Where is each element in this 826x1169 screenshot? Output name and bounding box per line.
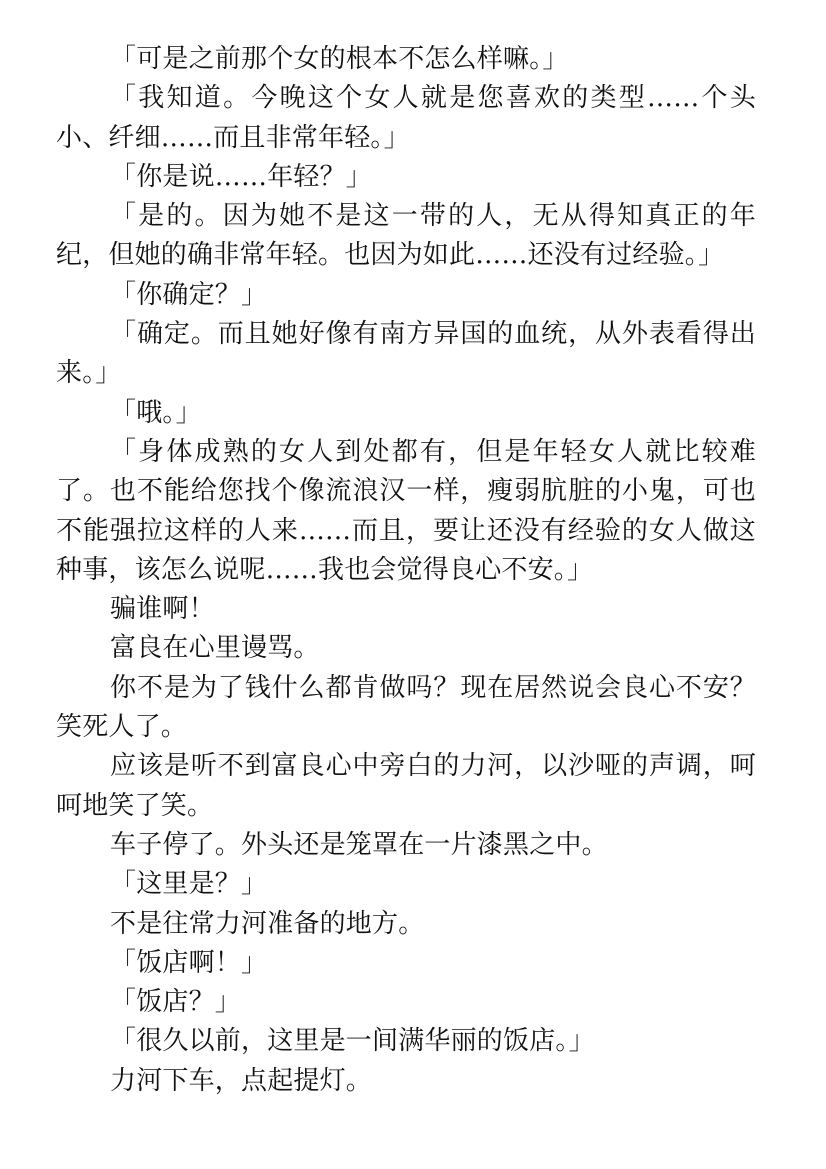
paragraph: 「饭店？」 xyxy=(110,987,242,1018)
paragraph: 「是的。因为她不是这一带的人，无从得知真正的年纪，但她的确非常年轻。也因为如此……还没有过经验。」 xyxy=(56,201,756,271)
paragraph: 「可是之前那个女的根本不怎么样嘛。」 xyxy=(110,44,569,74)
paragraph: 「这里是？」 xyxy=(110,869,268,900)
paragraph: 不是往常力河准备的地方。 xyxy=(110,908,425,939)
paragraph: 「很久以前，这里是一间满华丽的饭店。」 xyxy=(110,1026,595,1057)
paragraph: 「我知道。今晚这个女人就是您喜欢的类型……个头小、纤细……而且非常年轻。」 xyxy=(56,83,756,153)
paragraph: 力河下车，点起提灯。 xyxy=(110,1065,373,1096)
paragraph: 「你确定？」 xyxy=(110,279,268,310)
paragraph: 「饭店啊！」 xyxy=(110,947,268,978)
paragraph: 「确定。而且她好像有南方异国的血统，从外表看得出来。」 xyxy=(56,319,756,389)
paragraph: 车子停了。外头还是笼罩在一片漆黑之中。 xyxy=(110,829,608,860)
paragraph: 骗谁啊！ xyxy=(110,594,215,625)
document-page xyxy=(56,40,756,1101)
paragraph: 「你是说……年轻？」 xyxy=(110,161,373,192)
paragraph: 「哦。」 xyxy=(110,397,202,428)
paragraph: 富良在心里谩骂。 xyxy=(110,633,320,664)
paragraph: 「身体成熟的女人到处都有，但是年轻女人就比较难了。也不能给您找个像流浪汉一样，瘦弱肮脏的小鬼，可也不能强拉这样的人来……而且，要让还没有经验的女人做这种事，该怎么说呢……我也会觉得良心不安。」 xyxy=(56,436,756,585)
paragraph: 应该是听不到富良心中旁白的力河，以沙哑的声调，呵呵地笑了笑。 xyxy=(56,751,756,821)
paragraph: 你不是为了钱什么都肯做吗？现在居然说会良心不安？笑死人了。 xyxy=(56,672,756,743)
